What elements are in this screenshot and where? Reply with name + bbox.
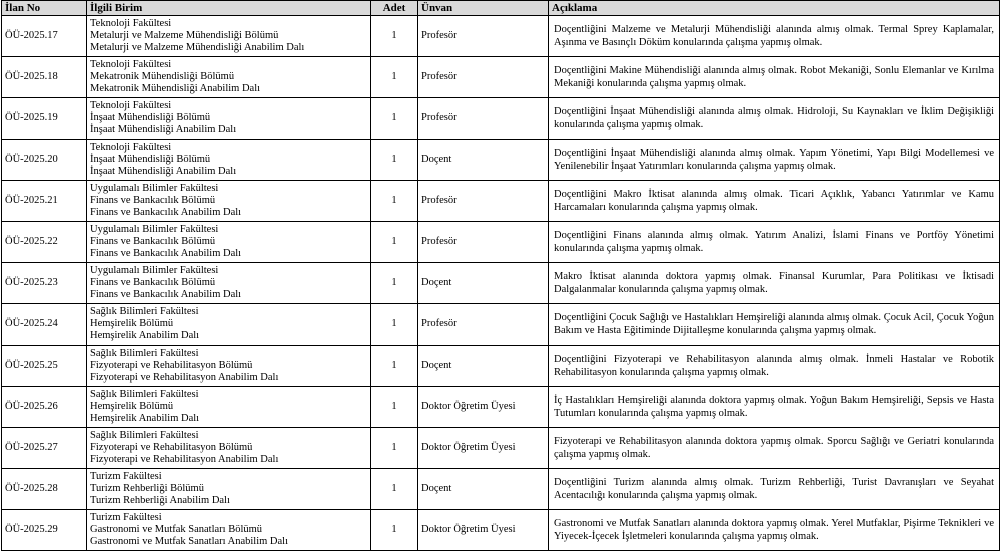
adet-cell: 1 [371,510,418,551]
birim-cell [87,139,371,180]
anabilim-text: Finans ve Bankacılık Anabilim Dalı [90,289,242,301]
header-adet: Adet [371,1,418,16]
aciklama-cell: Doçentliğini Turizm alanında almış olmak. Turizm Rehberliği, Turist Davranışları ve Seyahat Acentacılığı konularında çalışma yapmış olmak. [549,469,1000,510]
fakulte-text: Teknoloji Fakültesi [90,100,172,112]
bolum-text: Hemşirelik Bölümü [90,400,174,412]
fakulte-text: Sağlık Bilimleri Fakültesi [90,347,199,359]
table-row [2,263,1000,304]
ilan-no-cell: ÖÜ-2025.23 [2,263,87,304]
ilan-no-cell: ÖÜ-2025.27 [2,427,87,468]
unvan-cell: Doktor Öğretim Üyesi [418,510,549,551]
aciklama-cell: İç Hastalıkları Hemşireliği alanında doktora yapmış olmak. Yoğun Bakım Hemşireliği, Sepsis ve Hasta Tutumları konularında çalışma yapmış olmak. [549,386,1000,427]
table-row [2,345,1000,386]
adet-cell: 1 [371,221,418,262]
bolum-text: Gastronomi ve Mutfak Sanatları Bölümü [90,524,263,536]
ilan-no-cell: ÖÜ-2025.29 [2,510,87,551]
anabilim-text: Finans ve Bankacılık Anabilim Dalı [90,248,242,260]
anabilim-text: İnşaat Mühendisliği Anabilim Dalı [90,124,237,136]
unvan-cell: Doçent [418,139,549,180]
table-row [2,139,1000,180]
ilan-no-cell: ÖÜ-2025.25 [2,345,87,386]
fakulte-text: Sağlık Bilimleri Fakültesi [90,306,199,318]
adet-cell: 1 [371,263,418,304]
header-birim: İlgili Birim [87,1,371,16]
fakulte-text: Turizm Fakültesi [90,512,162,524]
ilan-no-cell: ÖÜ-2025.28 [2,469,87,510]
adet-cell: 1 [371,386,418,427]
unvan-cell: Profesör [418,221,549,262]
bolum-text: Hemşirelik Bölümü [90,318,174,330]
anabilim-text: Fizyoterapi ve Rehabilitasyon Anabilim Dalı [90,453,279,465]
aciklama-cell: Doçentliğini Fizyoterapi ve Rehabilitasyon alanında almış olmak. İnmeli Hastalar ve Robotik Rehabilitasyon konularında çalışma yapmış olmak. [549,345,1000,386]
unvan-cell: Profesör [418,304,549,345]
fakulte-text: Teknoloji Fakültesi [90,18,172,30]
fakulte-text: Turizm Fakültesi [90,471,162,483]
ilan-no-cell: ÖÜ-2025.19 [2,98,87,139]
header-ilan-no: İlan No [2,1,87,16]
table-header-row [2,1,1000,16]
ilan-no-cell: ÖÜ-2025.17 [2,16,87,57]
birim-cell [87,180,371,221]
anabilim-text: İnşaat Mühendisliği Anabilim Dalı [90,165,237,177]
birim-cell [87,427,371,468]
birim-cell [87,16,371,57]
table-row [2,57,1000,98]
anabilim-text: Gastronomi ve Mutfak Sanatları Anabilim Dalı [90,536,289,548]
adet-cell: 1 [371,180,418,221]
table-row [2,180,1000,221]
aciklama-cell: Doçentliğini Malzeme ve Metalurji Mühendisliği alanında almış olmak. Termal Sprey Kaplamalar, Aşınma ve Basınçlı Döküm konularında çalışma yapmış olmak. [549,16,1000,57]
bolum-text: Fizyoterapi ve Rehabilitasyon Bölümü [90,359,253,371]
adet-cell: 1 [371,16,418,57]
table-row [2,510,1000,551]
adet-cell: 1 [371,469,418,510]
header-unvan: Ünvan [418,1,549,16]
table-row [2,16,1000,57]
unvan-cell: Profesör [418,180,549,221]
aciklama-cell: Doçentliğini İnşaat Mühendisliği alanında almış olmak. Hidroloji, Su Kaynakları ve İklim Değişikliği konularında çalışma yapmış olmak. [549,98,1000,139]
bolum-text: Finans ve Bankacılık Bölümü [90,277,216,289]
birim-cell [87,263,371,304]
birim-cell [87,57,371,98]
bolum-text: Mekatronik Mühendisliği Bölümü [90,71,235,83]
fakulte-text: Uygulamalı Bilimler Fakültesi [90,265,219,277]
anabilim-text: Fizyoterapi ve Rehabilitasyon Anabilim Dalı [90,371,279,383]
anabilim-text: Metalurji ve Malzeme Mühendisliği Anabilim Dalı [90,42,305,54]
adet-cell: 1 [371,427,418,468]
table-row [2,98,1000,139]
ilan-no-cell: ÖÜ-2025.22 [2,221,87,262]
fakulte-text: Uygulamalı Bilimler Fakültesi [90,182,219,194]
table-row [2,221,1000,262]
unvan-cell: Doçent [418,469,549,510]
fakulte-text: Teknoloji Fakültesi [90,59,172,71]
aciklama-cell: Fizyoterapi ve Rehabilitasyon alanında doktora yapmış olmak. Sporcu Sağlığı ve Geriatri konularında çalışma yapmış olmak. [549,427,1000,468]
bolum-text: Finans ve Bankacılık Bölümü [90,236,216,248]
table-row [2,427,1000,468]
birim-cell [87,386,371,427]
anabilim-text: Hemşirelik Anabilim Dalı [90,412,200,424]
ilan-no-cell: ÖÜ-2025.18 [2,57,87,98]
table-row [2,469,1000,510]
bolum-text: Metalurji ve Malzeme Mühendisliği Bölümü [90,30,279,42]
adet-cell: 1 [371,345,418,386]
bolum-text: Fizyoterapi ve Rehabilitasyon Bölümü [90,441,253,453]
aciklama-cell: Gastronomi ve Mutfak Sanatları alanında doktora yapmış olmak. Yerel Mutfaklar, Pişirme Teknikleri ve Yiyecek-İçecek İşletmeleri konularında çalışma yapmış olmak. [549,510,1000,551]
bolum-text: İnşaat Mühendisliği Bölümü [90,112,211,124]
positions-table [1,0,1000,551]
adet-cell: 1 [371,139,418,180]
fakulte-text: Sağlık Bilimleri Fakültesi [90,429,199,441]
unvan-cell: Profesör [418,57,549,98]
anabilim-text: Finans ve Bankacılık Anabilim Dalı [90,206,242,218]
bolum-text: Turizm Rehberliği Bölümü [90,483,204,495]
aciklama-cell: Doçentliğini Finans alanında almış olmak. Yatırım Analizi, İslami Finans ve Portföy Yönetimi konularında çalışma yapmış olmak. [549,221,1000,262]
anabilim-text: Hemşirelik Anabilim Dalı [90,330,200,342]
anabilim-text: Turizm Rehberliği Anabilim Dalı [90,495,230,507]
header-aciklama: Açıklama [549,1,1000,16]
fakulte-text: Teknoloji Fakültesi [90,141,172,153]
ilan-no-cell: ÖÜ-2025.20 [2,139,87,180]
birim-cell [87,510,371,551]
aciklama-cell: Makro İktisat alanında doktora yapmış olmak. Finansal Kurumlar, Para Politikası ve İktisadi Dalgalanmalar konularında çalışma yapmış olmak. [549,263,1000,304]
adet-cell: 1 [371,57,418,98]
aciklama-cell: Doçentliğini Makine Mühendisliği alanında almış olmak. Robot Mekaniği, Sonlu Elemanlar ve Kırılma Mekaniği konularında çalışma yapmış olmak. [549,57,1000,98]
unvan-cell: Doktor Öğretim Üyesi [418,427,549,468]
unvan-cell: Doktor Öğretim Üyesi [418,386,549,427]
table-row [2,304,1000,345]
unvan-cell: Doçent [418,263,549,304]
birim-cell [87,345,371,386]
ilan-no-cell: ÖÜ-2025.24 [2,304,87,345]
ilan-no-cell: ÖÜ-2025.21 [2,180,87,221]
birim-cell [87,304,371,345]
fakulte-text: Sağlık Bilimleri Fakültesi [90,388,199,400]
bolum-text: İnşaat Mühendisliği Bölümü [90,153,211,165]
fakulte-text: Uygulamalı Bilimler Fakültesi [90,224,219,236]
ilan-no-cell: ÖÜ-2025.26 [2,386,87,427]
unvan-cell: Doçent [418,345,549,386]
table-row [2,386,1000,427]
aciklama-cell: Doçentliğini Çocuk Sağlığı ve Hastalıkları Hemşireliği alanında almış olmak. Çocuk Acil, Çocuk Yoğun Bakım ve Hasta Eğitiminde Dijitalleşme konularında çalışma yapmış olmak. [549,304,1000,345]
aciklama-cell: Doçentliğini İnşaat Mühendisliği alanında almış olmak. Yapım Yönetimi, Yapı Bilgi Modellemesi ve Yenilenebilir İnşaat Yatırımları konularında çalışma yapmış olmak. [549,139,1000,180]
unvan-cell: Profesör [418,98,549,139]
adet-cell: 1 [371,98,418,139]
birim-cell [87,221,371,262]
birim-cell [87,98,371,139]
unvan-cell: Profesör [418,16,549,57]
birim-cell [87,469,371,510]
anabilim-text: Mekatronik Mühendisliği Anabilim Dalı [90,83,261,95]
aciklama-cell: Doçentliğini Makro İktisat alanında almış olmak. Ticari Açıklık, Yabancı Yatırımlar ve Kamu Harcamaları konularında çalışma yapmış olmak. [549,180,1000,221]
adet-cell: 1 [371,304,418,345]
bolum-text: Finans ve Bankacılık Bölümü [90,194,216,206]
